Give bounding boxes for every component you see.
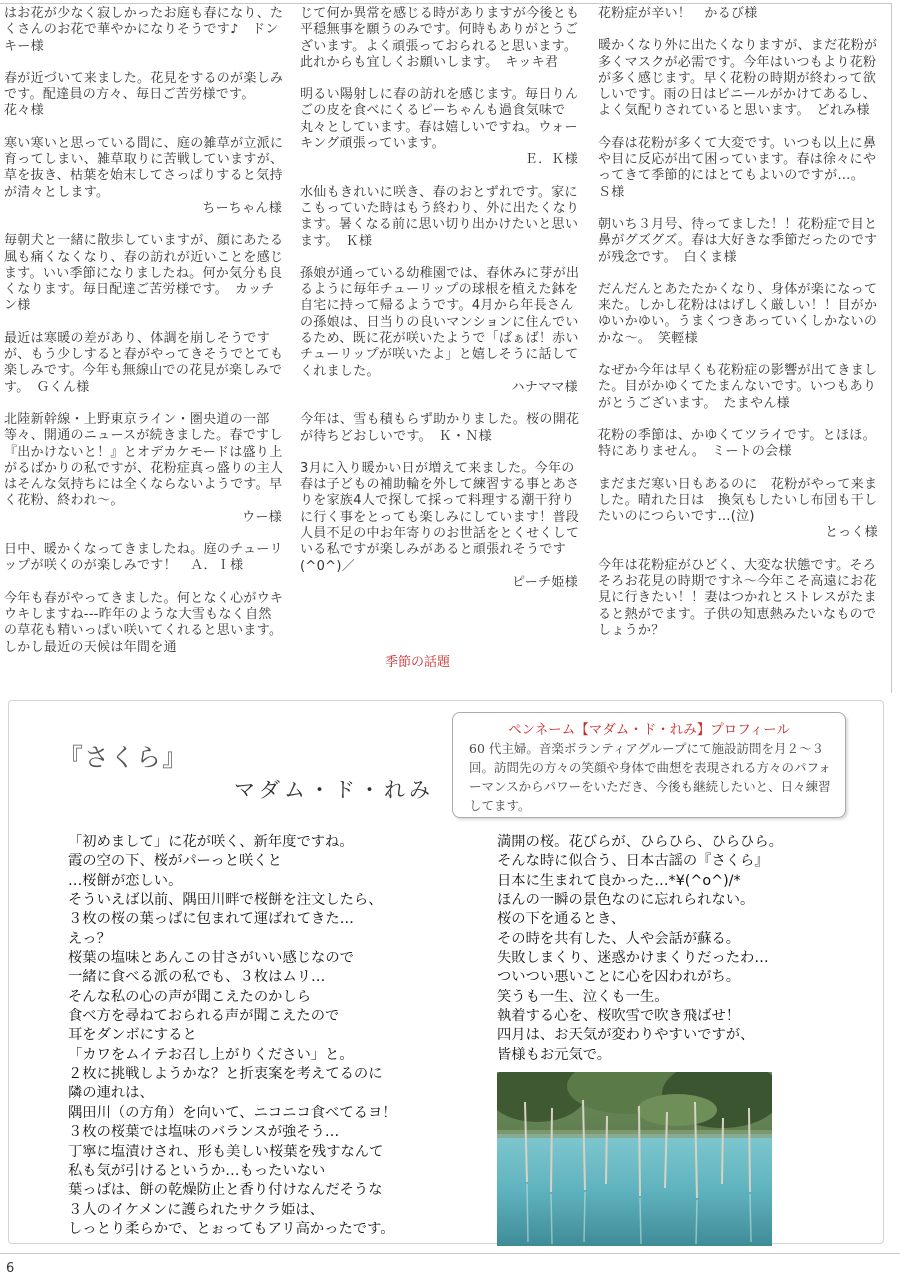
reader-comment xyxy=(4,71,284,120)
poem-line: ３枚の桜の葉っぱに包まれて運ばれてきた… xyxy=(68,911,354,928)
reader-comment-text: 春が近づいて来ました。花見をするのが楽しみです。配達員の方々、毎日ご苦労様です。 花々様 xyxy=(4,70,284,119)
reader-comments-column-2 xyxy=(300,6,580,607)
reader-comment xyxy=(598,217,880,266)
reader-comment xyxy=(300,461,580,591)
reader-comment-text: 北陸新幹線・上野東京ライン・圏央道の一部等々、開通のニュースが続きました。春ですし『出かけないと！』とオデカケモードは盛り上がるばかりの私ですが、花粉症真っ盛りの主人はそんな気持ちには全くならないようです。早く花粉、終われ～。 xyxy=(4,411,284,509)
poem-line: 一緒に食べる派の私でも、３枚はムリ… xyxy=(68,969,326,986)
pond-photo xyxy=(497,1072,772,1246)
poem-line: 食べ方を尋ねておられる声が聞こえたので xyxy=(68,1008,340,1025)
poem-right-column xyxy=(497,833,867,1065)
poem-line: 皆様もお元気で。 xyxy=(497,1046,612,1063)
reader-comment-text: 最近は寒暖の差があり、体調を崩しそうですが、もう少しすると春がやってきそうでとても楽しみです。今年も無線山での花見が楽しみです。 Ｇくん様 xyxy=(4,330,284,395)
poem-line: ３枚の桜葉では塩味のバランスが強そう… xyxy=(68,1124,340,1141)
poem-line: 丁寧に塩漬けされ、形も美しい桜葉を残すなんて xyxy=(68,1143,384,1160)
poem-line: ついつい悪いことに心を囚われがち。 xyxy=(497,969,741,986)
poem-line: そういえば以前、隅田川畔で桜餅を注文したら、 xyxy=(68,892,383,909)
right-rule xyxy=(891,3,892,693)
poem-line: 「初めまして」に花が咲く、新年度ですね。 xyxy=(68,834,354,850)
reader-comment xyxy=(598,428,880,461)
reader-comment-signature: ちーちゃん様 xyxy=(202,200,282,216)
reader-comment-text: 水仙もきれいに咲き、春のおとずれです。家にこもっていた時はもう終わり、外に出たくなります。暑くなる前に思い切り出かけたいと思います。 Ｋ様 xyxy=(300,184,580,249)
reader-comment xyxy=(4,331,284,396)
reader-comment xyxy=(598,136,880,201)
poem-line: 失敗しまくり、迷惑かけまくりだったわ… xyxy=(497,950,769,967)
poem-title: 『さくら』 xyxy=(58,743,189,772)
reader-comment-text: だんだんとあたたかくなり、身体が楽になって来た。しかし花粉ははげしく厳しい！！目がかゆいかゆい。うまくつきあっていくしかないのかな～。 笑輕様 xyxy=(598,281,878,346)
poem-line: ３人のイケメンに護られたサクラ姫は、 xyxy=(68,1201,324,1218)
poem-line: …桜餅が恋しい。 xyxy=(68,872,183,889)
poem-line: 葉っぱは、餅の乾燥防止と香り付けなんだそうな xyxy=(68,1182,383,1199)
reader-comment-text: なぜか今年は早くも花粉症の影響が出てきました。目がかゆくてたまんないです。いつもありがとうございます。 たまやん様 xyxy=(598,363,878,411)
reader-comment-signature: Ｅ．Ｋ様 xyxy=(524,152,578,168)
reader-comment xyxy=(598,38,880,119)
reader-comment xyxy=(598,558,880,639)
profile-title: ペンネーム【マダム・ド・れみ】プロフィール xyxy=(508,722,790,738)
reader-comment xyxy=(4,412,284,526)
poem-line: 執着する心を、桜吹雪で吹き飛ばせ！ xyxy=(497,1008,741,1025)
reader-comment-signature: ピーチ姫様 xyxy=(512,574,578,590)
reader-comment-text: 今年は花粉症がひどく、大変な状態です。そろそろお花見の時期ですネ～今年こそ高遠にお花見に行きたい！！妻はつかれとストレスがたまると熱がでます。子供の知恵熱みたいなものでしょうか？ xyxy=(598,557,877,638)
reader-comment xyxy=(300,6,580,71)
reader-comment-text: はお花が少なく寂しかったお庭も春になり、たくさんのお花で華やかになりそうです♪ ドンキー様 xyxy=(4,6,284,54)
reader-comment xyxy=(598,6,880,22)
poem-line: ２枚に挑戦しようかな？と折衷案を考えてるのに xyxy=(68,1066,383,1083)
reader-comment xyxy=(4,542,284,575)
reader-comment xyxy=(4,6,284,55)
reader-comment-text: まだまだ寒い日もあるのに 花粉がやって来ました。晴れた日は 換気もしたいし布団も干したいのにつらいです…(泣) xyxy=(598,476,878,525)
poem-line: 満開の桜。花びらが、ひらひら、ひらひら。 xyxy=(497,834,783,850)
reader-comment-signature: ハナママ様 xyxy=(511,379,578,395)
poem-line: 四月は、お天気が変わりやすいですが、 xyxy=(497,1027,755,1044)
poem-line: 桜葉の塩味とあんこの甘さがいい感じなので xyxy=(68,950,354,967)
reader-comment-text: 今春は花粉が多くて大変です。いつも以上に鼻や目に反応が出て困っています。春は徐々にやってきて季節的にはとてもよいのですが…。 Ｓ様 xyxy=(598,135,877,200)
reader-comment xyxy=(4,591,284,656)
poem-line: 隣の連れは、 xyxy=(68,1085,154,1102)
reader-comment xyxy=(598,363,880,412)
bottom-rule xyxy=(0,1253,900,1254)
reader-comments-column-3 xyxy=(598,6,880,655)
reader-comment-text: じて何か異常を感じる時がありますが今後とも平穏無事を願うのみです。何時もありがとうございます。よく頑張っておられると思います。此れからも宜しくお願いします。 キッキ君 xyxy=(300,6,580,70)
reader-comment xyxy=(300,185,580,250)
poem-line: 笑うも一生、泣くも一生。 xyxy=(497,988,669,1005)
poem-line: 私も気が引けるというか…もったいない xyxy=(68,1162,326,1179)
reader-comment-text: 暖かくなり外に出たくなりますが、まだ花粉が多くマスクが必需です。今年はいつもより花粉が多く感じます。早く花粉の時期が終わって欲しいです。雨の日はビニールがかけてあるし、よく気配りされていると思います。 どれみ様 xyxy=(598,38,878,119)
reader-comment-text: 日中、暖かくなってきましたね。庭のチューリップが咲くのが楽しみです！ Ａ．Ｉ様 xyxy=(4,542,283,574)
poem-left-column xyxy=(68,833,448,1239)
reader-comment-text: 孫娘が通っている幼稚園では、春休みに芽が出るように毎年チューリップの球根を植えた鉢を自宅に持って帰るようです。4月から年長さんの孫娘は、日当りの良いマンションに住んでいるため、既に花が咲いたようで「ばぁば！赤いチューリップが咲いたよ」と嬉しそうに話してくれました。 xyxy=(300,265,580,379)
poem-line: しっとり柔らかで、とぉってもアリ高かったです。 xyxy=(68,1220,395,1237)
poem-line: 日本に生まれて良かった…*¥(^o^)/* xyxy=(497,872,741,889)
poem-line: ほんの一瞬の景色なのに忘れられない。 xyxy=(497,892,755,909)
poem-line: えっ？ xyxy=(68,930,111,947)
reader-comments-column-1 xyxy=(4,6,284,672)
poem-line: 耳をダンボにすると xyxy=(68,1027,197,1044)
reader-comment-text: 毎朝犬と一緒に散歩していますが、顔にあたる風も痛くなくなり、春の訪れが近いことを感じます。いい季節になりましたね。何か気分も良くなります。毎日配達ご苦労様です。 カッチン様 xyxy=(4,233,284,314)
poem-line: そんな私の心の声が聞こえたのかしら xyxy=(68,988,312,1005)
poem-line: 霞の空の下、桜がパーっと咲くと xyxy=(68,853,282,870)
season-topic-label: 季節の話題 xyxy=(385,655,451,670)
reader-comment-text: 今年は、雪も積もらず助かりました。桜の開花が待ちどおしいです。 Ｋ・Ｎ様 xyxy=(300,412,580,444)
reader-comment xyxy=(4,136,284,217)
reader-comment xyxy=(4,233,284,314)
poem-line: 「カワをムイテお召し上がりください」と。 xyxy=(68,1046,354,1063)
poem-line: その時を共有した、人や会話が蘇る。 xyxy=(497,930,741,947)
poem-line: そんな時に似合う、日本古謡の『さくら』 xyxy=(497,853,769,870)
poem-line: 桜の下を通るとき、 xyxy=(497,911,626,928)
poem-line: 隅田川（の方角）を向いて、ニコニコ食べてるヨ！ xyxy=(68,1104,397,1121)
top-rule xyxy=(0,3,892,4)
reader-comment-signature: ウー様 xyxy=(242,509,282,525)
reader-comment-signature: とっく様 xyxy=(825,525,878,541)
reader-comment xyxy=(300,412,580,445)
reader-comment-text: 今年も春がやってきました。何となく心がウキウキしますね---昨年のような大雪もなく自然の草花も精いっぱい咲いてくれると思います。しかし最近の天候は年間を通 xyxy=(4,590,284,655)
reader-comment-text: 花粉の季節は、かゆくてツライです。とほほ。特にありません。 ミートの会様 xyxy=(598,427,876,460)
reader-comment xyxy=(300,87,580,168)
page-number: 6 xyxy=(6,1261,15,1276)
reader-comment-text: 3月に入り暖かい日が増えて来ました。今年の春は子どもの補助輪を外して練習する事とあさりを家族4人で探して採って料理する潮干狩りに行く事をとっても楽しみにしています！普段人員不足の中お年寄りのお世話をとくせくしている私ですが楽しみがあると頑張れそうです(^0^)／ xyxy=(300,460,580,574)
reader-comment-text: 花粉症が辛い！ かるび様 xyxy=(598,6,758,21)
reader-comment-text: 寒い寒いと思っている間に、庭の雑草が立派に育ってしまい、雑草取りに苦戦していますが、草を抜き、枯葉を始末してさっぱりすると気持が清々とします。 xyxy=(4,135,284,200)
reader-comment xyxy=(300,266,580,396)
author-profile-box xyxy=(452,712,846,818)
pond-photo-image xyxy=(497,1072,772,1246)
poem-author: マダム・ド・れみ xyxy=(234,778,434,802)
reader-comment xyxy=(598,477,880,542)
profile-body: 60 代主婦。音楽ボランティアグループにて施設訪問を月２～３回。訪問先の方々の笑顔や身体で曲想を表現される方々のパフォーマンスからパワーをいただき、今後も継続したいと、日々練習してます。 xyxy=(469,741,831,813)
reader-comment-text: 明るい陽射しに春の訪れを感じます。毎日りんごの皮を食べにくるピーちゃんも過食気味で丸々としています。春は嬉しいですね。ウォーキング頑張っています。 xyxy=(300,87,579,152)
reader-comment xyxy=(598,282,880,347)
reader-comment-text: 朝いち３月号、待ってました！！花粉症で目と鼻がグズグズ。春は大好きな季節だったのですが残念です。 白くま様 xyxy=(598,216,878,265)
